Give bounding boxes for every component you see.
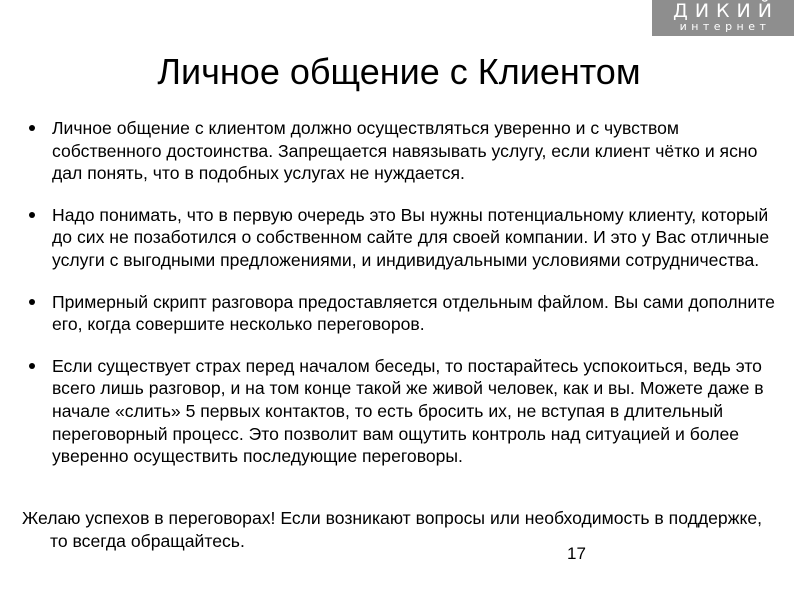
page-number: 17 (567, 544, 586, 563)
logo-brand-text: ДИКИЙ (673, 0, 779, 22)
bullet-dot-icon (29, 125, 35, 131)
bullet-text: Примерный скрипт разговора предоставляется отдельным файлом. Вы сами дополните его, когда совершите несколько переговоров. (52, 291, 775, 335)
bullet-dot-icon (29, 363, 35, 369)
bullet-dot-icon (29, 299, 35, 305)
brand-logo (652, 0, 794, 36)
bullet-text: Если существует страх перед началом беседы, то постарайтесь успокоиться, ведь это всего лишь разговор, и на том конце такой же живой человек, как и вы. Можете даже в начале «слить» 5 первых контактов, то есть бросить их, не вступая в длительный переговорный процесс. Это позволит вам ощутить контроль над ситуацией и более уверенно осуществить последующие переговоры. (52, 355, 764, 467)
bullet-item (24, 355, 776, 468)
bullet-text: Личное общение с клиентом должно осуществляться уверенно и с чувством собственного достоинства. Запрещается навязывать услугу, если клиент чётко и ясно дал понять, что в подобных услугах не нуждается. (52, 118, 758, 184)
slide-title: Личное общение с Клиентом (157, 51, 641, 92)
bullet-dot-icon (29, 212, 35, 218)
bullet-list (24, 117, 776, 468)
bullet-text: Надо понимать, что в первую очередь это Вы нужны потенциальному клиенту, который до сих не позаботился о собственном сайте для своей компании. И это у Вас отличные услуги с выгодными предложениями, и индивидуальными условиями сотрудничества. (52, 204, 770, 270)
bullet-item (24, 117, 776, 185)
bullet-item (24, 204, 776, 272)
bullet-item (24, 291, 776, 336)
logo-tagline: интернет (679, 20, 771, 33)
closing-text: Желаю успехов в переговорах! Если возникают вопросы или необходимость в поддержке, то всегда обращайтесь. (22, 508, 763, 551)
